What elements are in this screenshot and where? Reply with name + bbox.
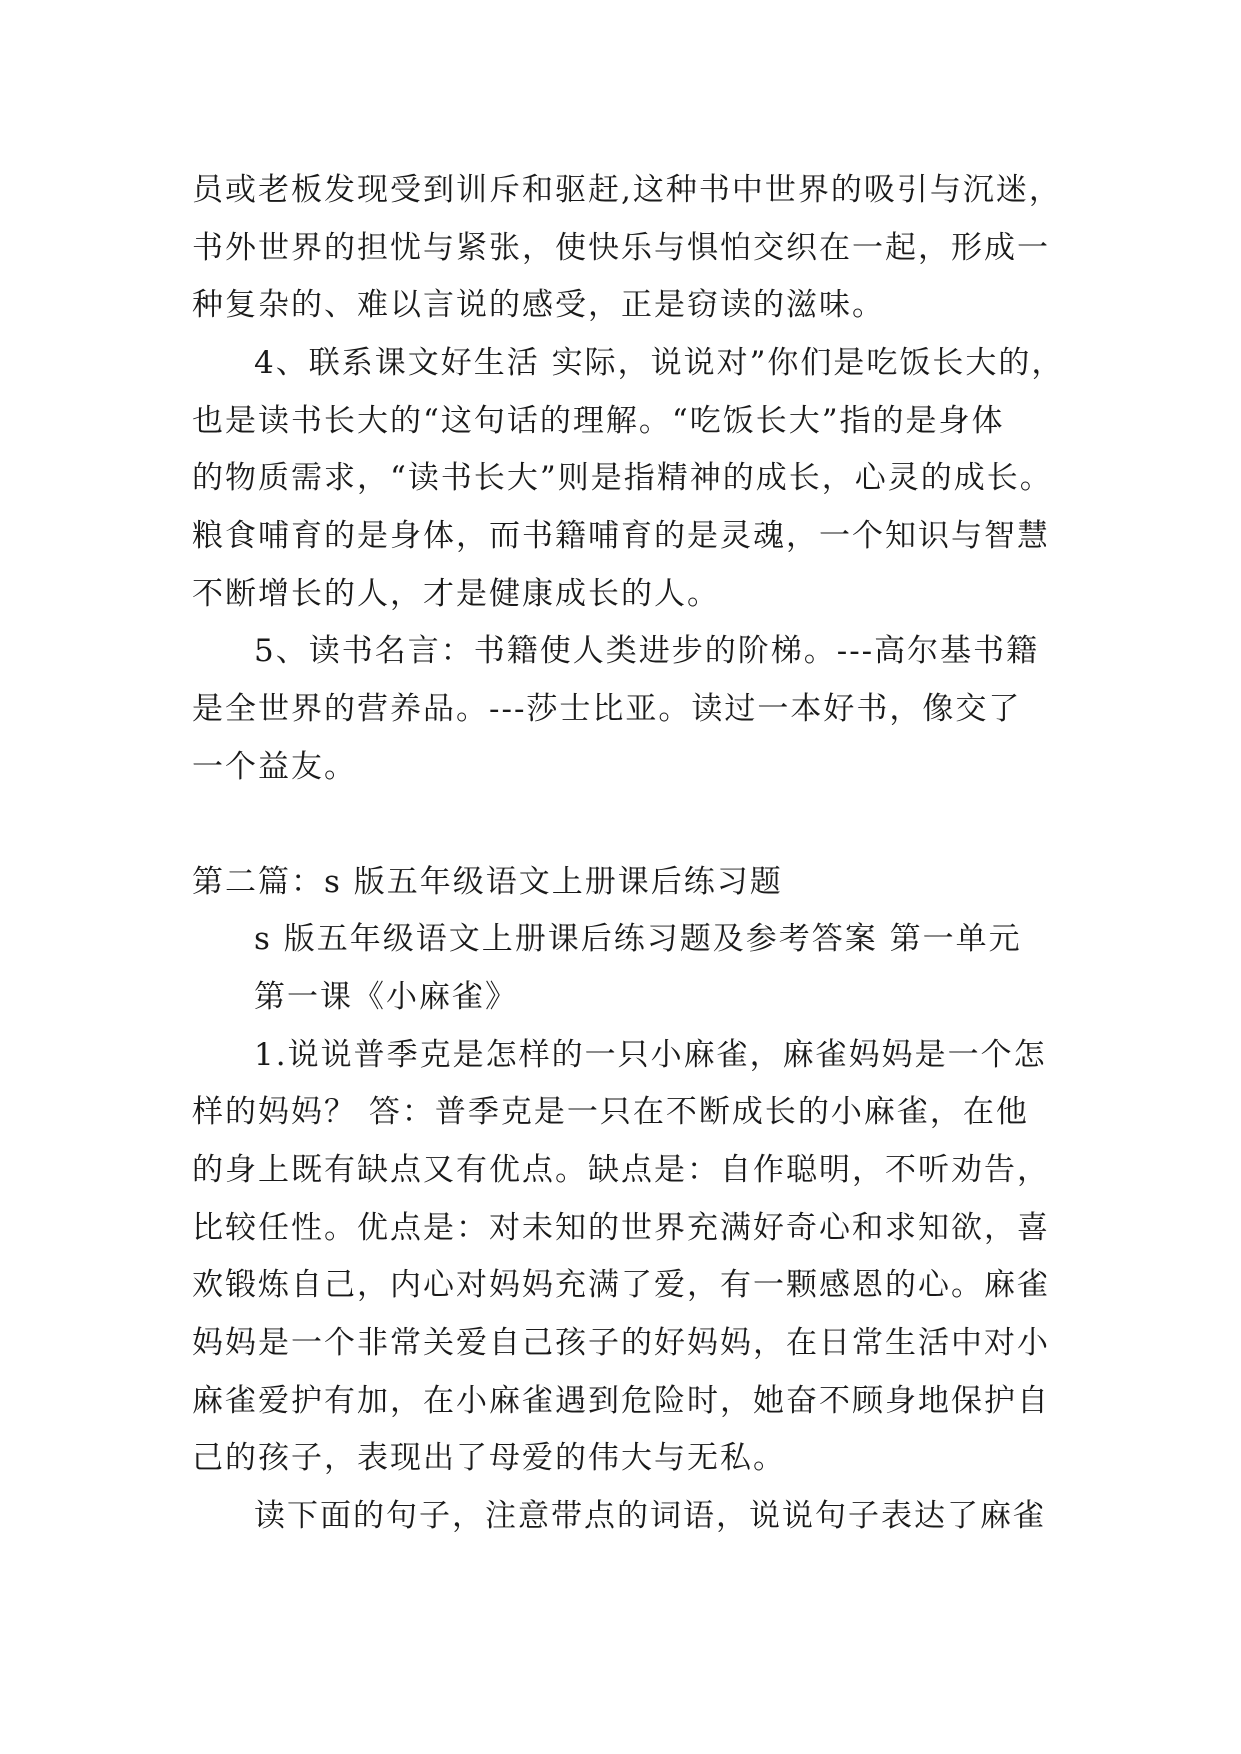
text-line: 员或老板发现受到训斥和驱赶,这种书中世界的吸引与沉迷， [192, 172, 1062, 208]
text-line: 5、读书名言：书籍使人类进步的阶梯。---高尔基书籍 [254, 633, 1040, 669]
text-line: 第一课《小麻雀》 [254, 979, 518, 1015]
section-heading: 第二篇：s 版五年级语文上册课后练习题 [192, 864, 783, 900]
text-line: 比较任性。优点是：对未知的世界充满好奇心和求知欲，喜 [192, 1210, 1050, 1246]
text-line: 读下面的句子，注意带点的词语，说说句子表达了麻雀 [254, 1498, 1046, 1534]
text-line: 欢锻炼自己，内心对妈妈充满了爱，有一颗感恩的心。麻雀 [192, 1267, 1050, 1303]
text-line: 妈妈是一个非常关爱自己孩子的好妈妈，在日常生活中对小 [192, 1325, 1050, 1361]
text-line: 1.说说普季克是怎样的一只小麻雀，麻雀妈妈是一个怎 [254, 1037, 1047, 1073]
text-line: 己的孩子，表现出了母爱的伟大与无私。 [192, 1440, 786, 1476]
text-line: 的物质需求，“读书长大”则是指精神的成长，心灵的成长。 [192, 460, 1053, 496]
text-line: 4、联系课文好生活 实际，说说对”你们是吃饭长大的， [254, 345, 1065, 381]
text-line: 是全世界的营养品。---莎士比亚。读过一本好书，像交了 [192, 691, 1022, 727]
text-line: 书外世界的担忧与紧张，使快乐与惧怕交织在一起，形成一 [192, 230, 1050, 266]
text-line: 麻雀爱护有加，在小麻雀遇到危险时，她奋不顾身地保护自 [192, 1383, 1050, 1419]
text-line: 样的妈妈？ 答：普季克是一只在不断成长的小麻雀，在他 [192, 1094, 1029, 1130]
text-line: 一个益友。 [192, 749, 357, 785]
text-line: 的身上既有缺点又有优点。缺点是：自作聪明，不听劝告， [192, 1152, 1050, 1188]
text-line: 不断增长的人，才是健康成长的人。 [192, 576, 720, 612]
text-line: 也是读书长大的“这句话的理解。“吃饭长大”指的是身体 [192, 403, 1005, 439]
text-line: 种复杂的、难以言说的感受，正是窃读的滋味。 [192, 287, 885, 323]
text-line: s 版五年级语文上册课后练习题及参考答案 第一单元 [254, 921, 1022, 957]
text-line: 粮食哺育的是身体，而书籍哺育的是灵魂，一个知识与智慧 [192, 518, 1050, 554]
